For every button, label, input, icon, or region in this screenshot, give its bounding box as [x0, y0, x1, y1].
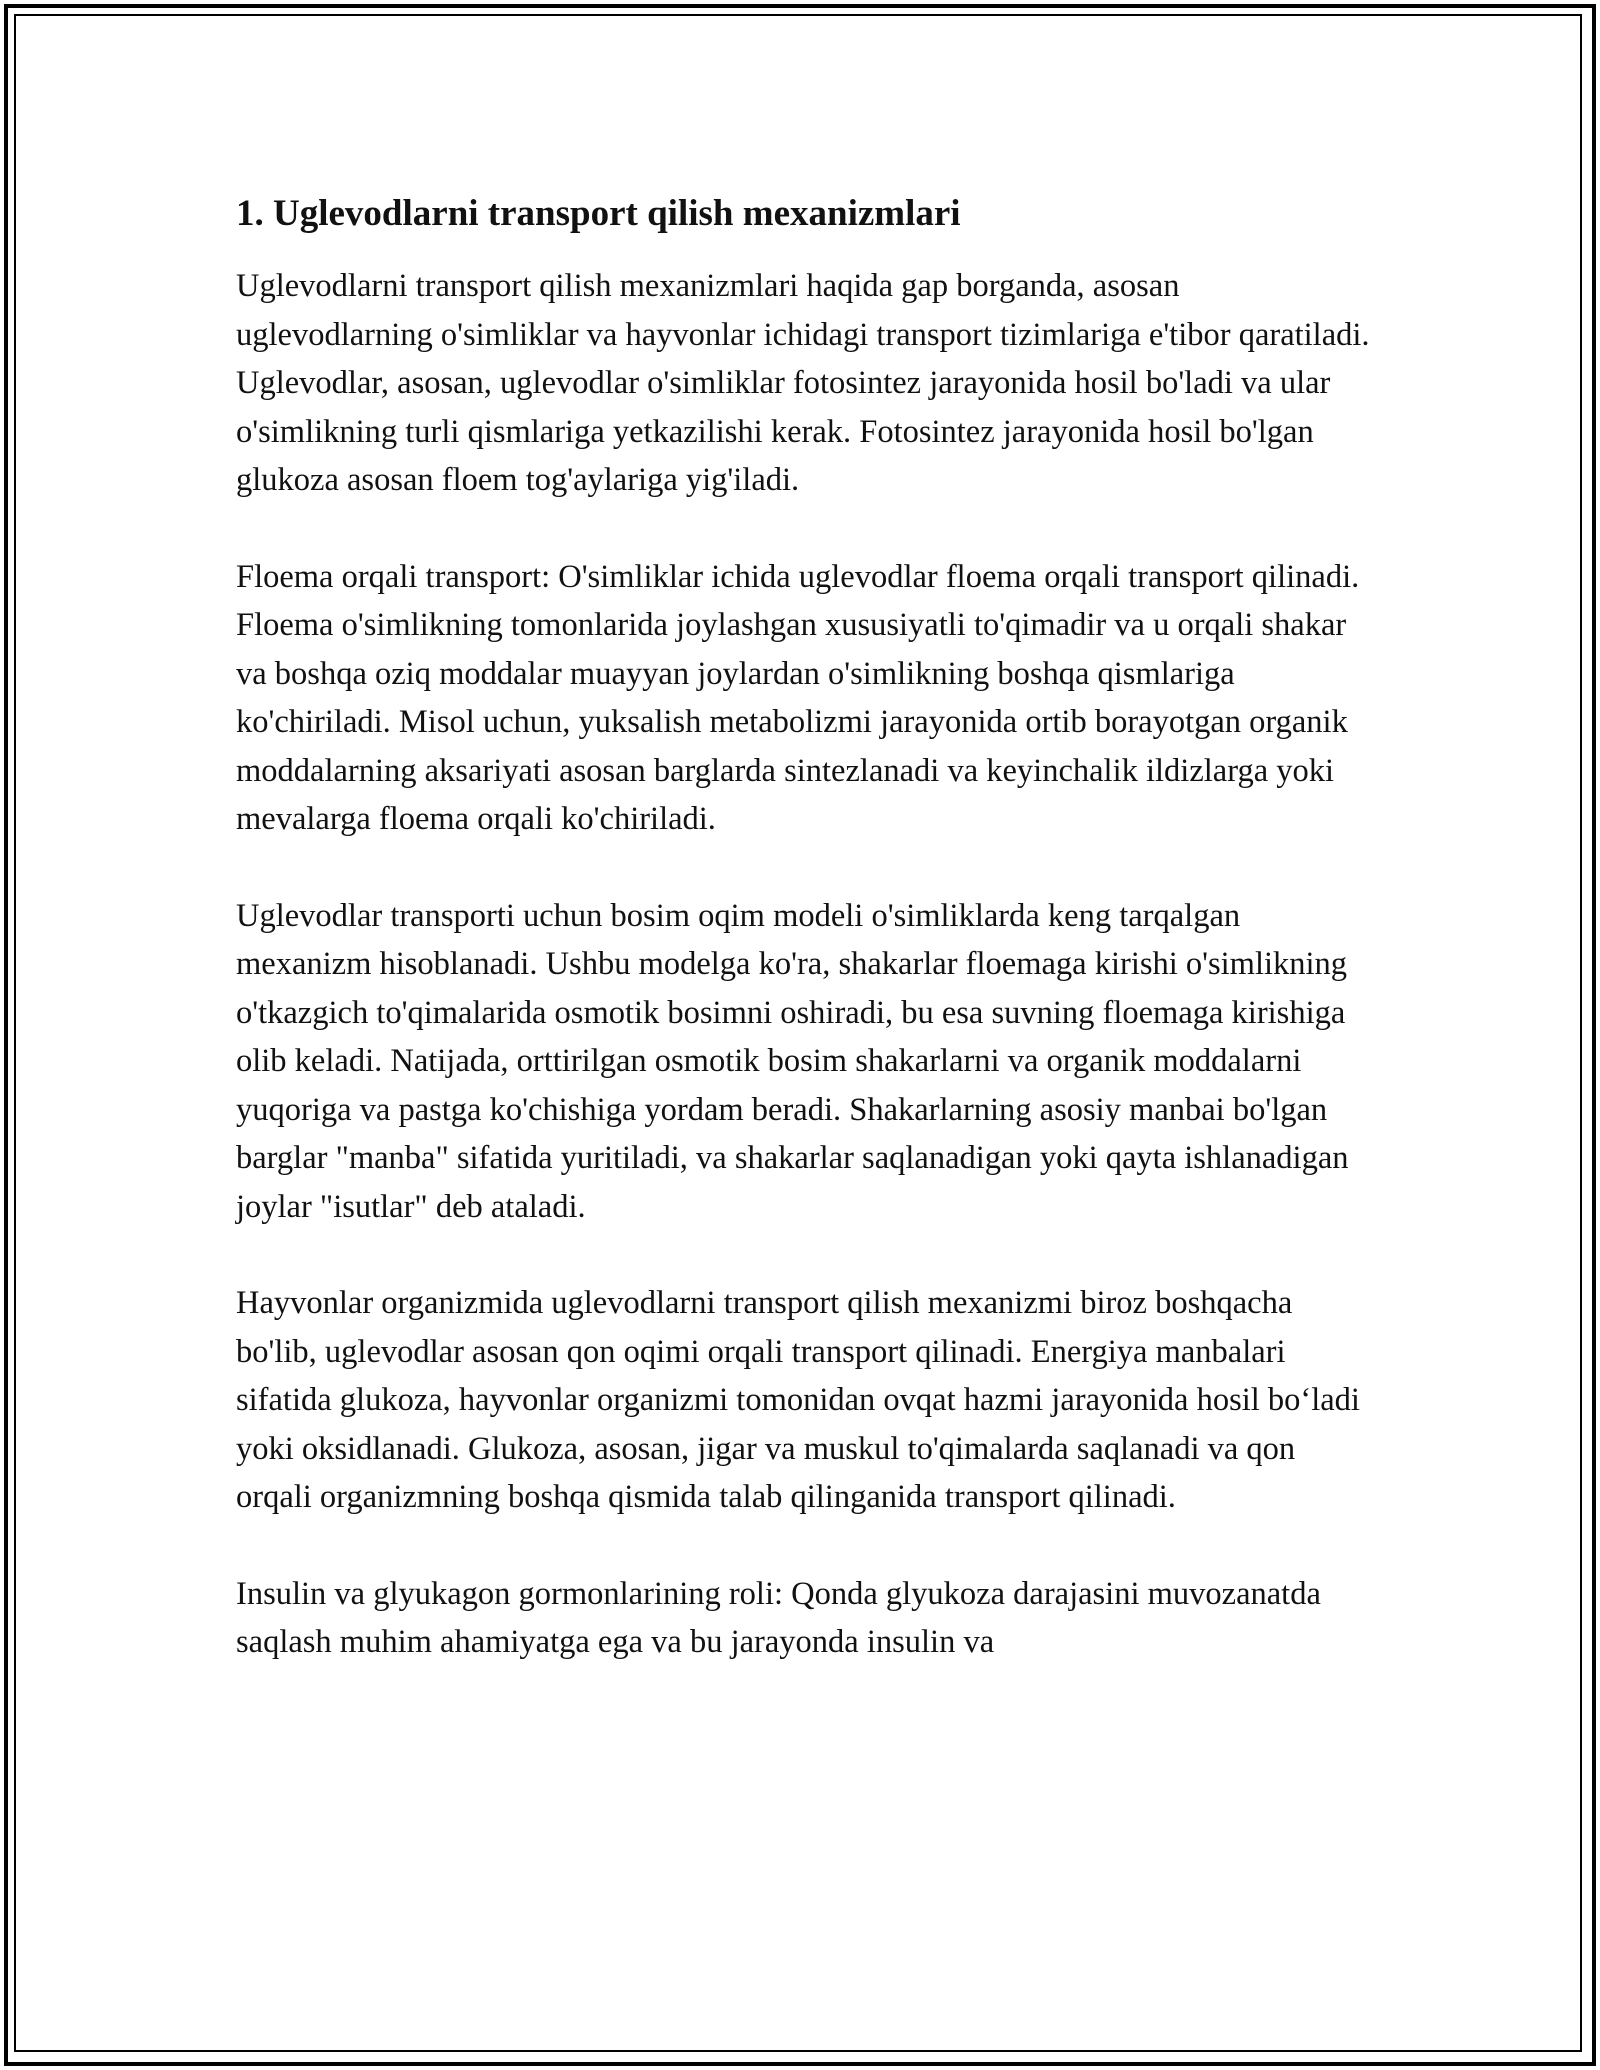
- section-heading: 1. Uglevodlarni transport qilish mexanizmlari: [236, 193, 961, 234]
- document-page: [236, 184, 1370, 1715]
- paragraph-animal-transport: Hayvonlar organizmida uglevodlarni transport qilish mexanizmi biroz boshqacha bo'lib, uglevodlar asosan qon oqimi orqali transport qilinadi. Energiya manbalari sifatida glukoza, hayvonlar organizmi tomonidan ovqat hazmi jarayonida hosil bo‘ladi yoki oksidlanadi. Glukoza, asosan, jigar va muskul to'qimalarda saqlanadi va qon orqali organizmning boshqa qismida talab qilinganida transport qilinadi.: [236, 1285, 1360, 1515]
- paragraph-pressure-flow-model: Uglevodlar transporti uchun bosim oqim modeli o'simliklarda keng tarqalgan mexanizm hisoblanadi. Ushbu modelga ko'ra, shakarlar floemaga kirishi o'simlikning o'tkazgich to'qimalarida osmotik bosimni oshiradi, bu esa suvning floemaga kirishiga olib keladi. Natijada, orttirilgan osmotik bosim shakarlarni va organik moddalarni yuqoriga va pastga ko'chishiga yordam beradi. Shakarlarning asosiy manbai bo'lgan barglar "manba" sifatida yuritiladi, va shakarlar saqlanadigan yoki qayta ishlanadigan joylar "isutlar" deb ataladi.: [236, 897, 1349, 1225]
- paragraph-hormones: Insulin va glyukagon gormonlarining roli: Qonda glyukoza darajasini muvozanatda saqlash muhim ahamiyatga ega va bu jarayonda insulin va: [236, 1575, 1321, 1660]
- paragraph-intro: Uglevodlarni transport qilish mexanizmlari haqida gap borganda, asosan uglevodlarning o'simliklar va hayvonlar ichidagi transport tizimlariga e'tibor qaratiladi. Uglevodlar, asosan, uglevodlar o'simliklar fotosintez jarayonida hosil bo'ladi va ular o'simlikning turli qismlariga yetkazilishi kerak. Fotosintez jarayonida hosil bo'lgan glukoza asosan floem tog'aylariga yig'iladi.: [236, 268, 1370, 498]
- paragraph-phloem-transport: Floema orqali transport: O'simliklar ichida uglevodlar floema orqali transport qilinadi. Floema o'simlikning tomonlarida joylashgan xususiyatli to'qimadir va u orqali shakar va boshqa oziq moddalar muayyan joylardan o'simlikning boshqa qismlariga ko'chiriladi. Misol uchun, yuksalish metabolizmi jarayonida ortib borayotgan organik moddalarning aksariyati asosan barglarda sintezlanadi va keyinchalik ildizlarga yoki mevalarga floema orqali ko'chiriladi.: [236, 558, 1360, 837]
